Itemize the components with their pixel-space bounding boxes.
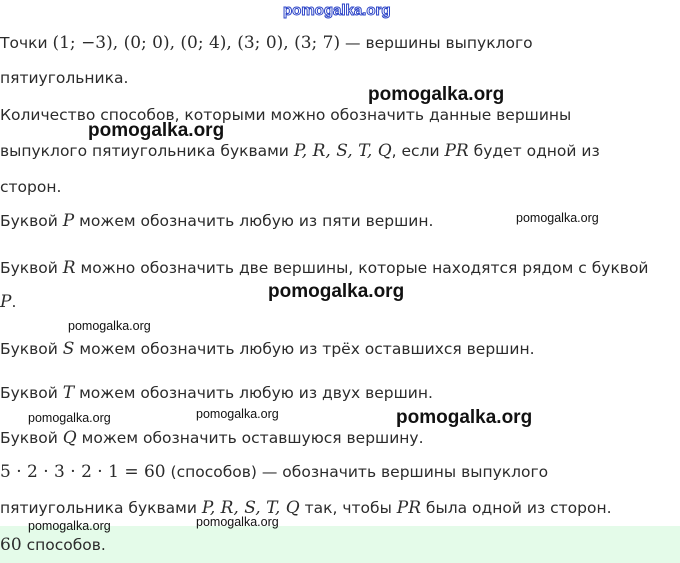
text: будет одной из [468, 142, 600, 160]
watermark: pomogalka.org [196, 407, 279, 421]
text: — вершины выпуклого [340, 34, 533, 52]
text: (способов) — обозначить вершины выпуклого [165, 463, 549, 481]
math-letter: P [0, 292, 12, 312]
text: можем обозначить любую из двух вершин. [74, 384, 433, 402]
watermark: pomogalka.org [396, 407, 533, 428]
text: Точки [0, 34, 53, 52]
math-letter: Q [62, 428, 77, 448]
solution-line-q [0, 428, 424, 448]
solution-line-s [0, 339, 535, 359]
text: можно обозначить две вершины, которые находятся рядом с буквой [75, 259, 649, 277]
answer-line [0, 535, 106, 555]
watermark: pomogalka.org [268, 281, 405, 302]
watermark: pomogalka.org [28, 519, 111, 533]
text: пятиугольника буквами [0, 499, 202, 517]
text: была одной из сторон. [421, 499, 612, 517]
solution-line-conclusion [0, 498, 612, 518]
watermark: pomogalka.org [516, 211, 599, 225]
solution-line-product [0, 462, 548, 482]
math-letters: P, R, S, T, Q [201, 498, 300, 518]
solution-line-p [0, 211, 433, 231]
watermark: pomogalka.org [28, 411, 111, 425]
watermark: pomogalka.org [88, 120, 225, 141]
text: Буквой [0, 340, 63, 358]
math-product: 5 · 2 · 3 · 2 · 1 = 60 [0, 462, 166, 482]
solution-line-r [0, 258, 649, 278]
math-side: PR [396, 498, 421, 518]
text: можем обозначить любую из трёх оставшихся вершин. [74, 340, 535, 358]
math-letter: T [62, 383, 75, 403]
watermark: pomogalka.org [68, 319, 151, 333]
watermark: pomogalka.org [283, 2, 391, 19]
solution-line-r-end [0, 292, 16, 312]
text: способов. [21, 536, 106, 554]
problem-line-2: пятиугольника. [0, 69, 129, 87]
text: можем обозначить любую из пяти вершин. [74, 212, 434, 230]
math-letter: S [62, 339, 75, 359]
problem-line-4 [0, 141, 600, 161]
text: можем обозначить оставшуюся вершину. [76, 429, 424, 447]
problem-line-1 [0, 33, 533, 53]
text: Буквой [0, 212, 63, 230]
text: так, чтобы [299, 499, 397, 517]
text: Буквой [0, 429, 63, 447]
math-side: PR [444, 141, 469, 161]
watermark: pomogalka.org [196, 515, 279, 529]
problem-line-3: Количество способов, которыми можно обозначить данные вершины [0, 106, 572, 124]
text: , если [391, 142, 445, 160]
text: Буквой [0, 384, 63, 402]
problem-line-5: сторон. [0, 178, 62, 196]
math-answer: 60 [0, 535, 22, 555]
math-letters: P, R, S, T, Q [293, 141, 392, 161]
math-letter: P [62, 211, 75, 231]
text: выпуклого пятиугольника буквами [0, 142, 294, 160]
math-letter: R [62, 258, 76, 278]
text: Буквой [0, 259, 63, 277]
watermark: pomogalka.org [368, 84, 505, 105]
math-points: (1; −3), (0; 0), (0; 4), (3; 0), (3; 7) [52, 33, 341, 53]
text: . [11, 293, 17, 311]
solution-line-t [0, 383, 433, 403]
